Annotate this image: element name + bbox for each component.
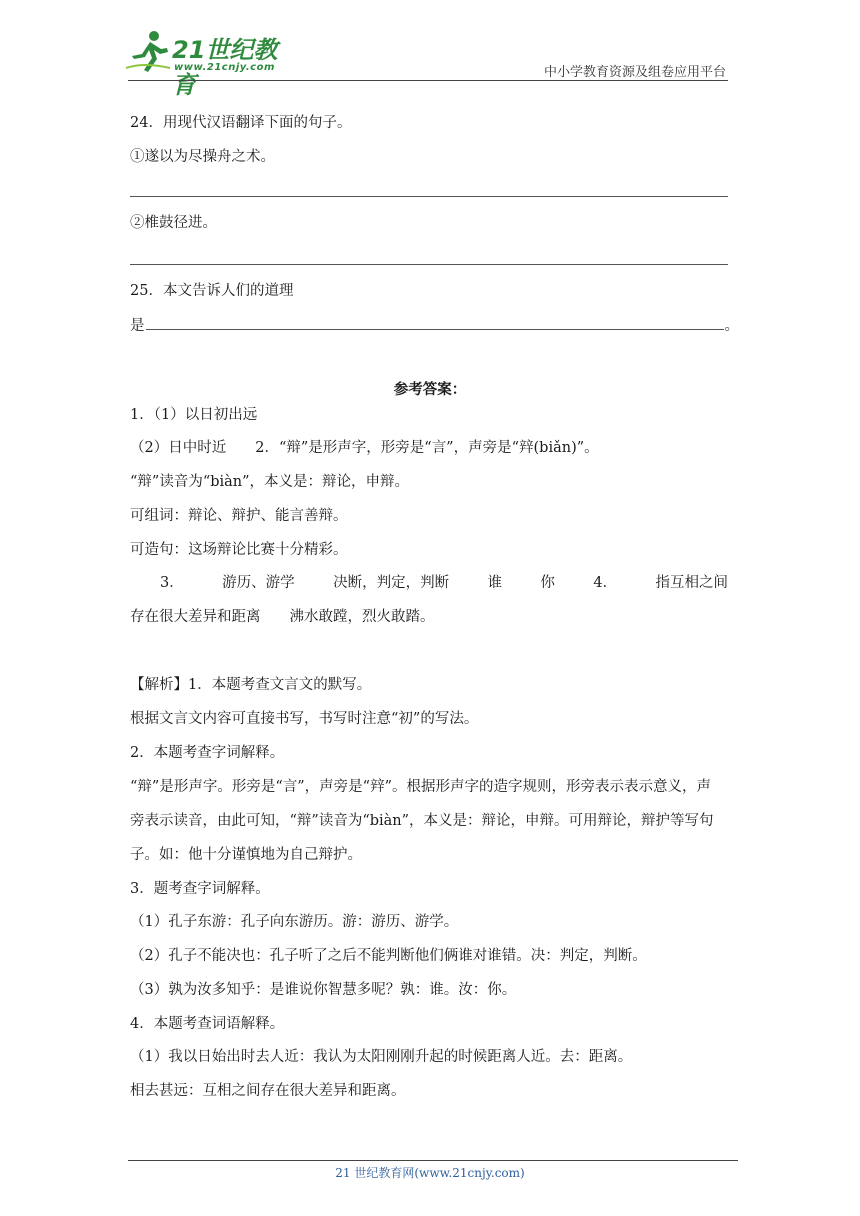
analysis-line: 3．题考查字词解释。 bbox=[130, 881, 270, 897]
q25-suffix: 。 bbox=[724, 318, 739, 334]
footer-text: 21 世纪教育网(www.21cnjy.com) bbox=[335, 1166, 525, 1180]
answer-fragment: 4． bbox=[593, 575, 618, 591]
q25-title: 25．本文告诉人们的道理 bbox=[130, 283, 294, 299]
answer-line: “辩”读音为“biàn”，本义是：辩论，申辩。 bbox=[130, 474, 410, 490]
q24-item-2: ②椎鼓径进。 bbox=[130, 215, 217, 231]
q24-answer-line-2 bbox=[130, 264, 728, 265]
analysis-line: 【解析】1．本题考查文言文的默写。 bbox=[130, 677, 372, 693]
answer-fragment: 指互相之间 bbox=[655, 575, 728, 591]
platform-title: 中小学教育资源及组卷应用平台 bbox=[543, 65, 726, 80]
analysis-line: 相去甚远：互相之间存在很大差异和距离。 bbox=[130, 1083, 406, 1099]
answer-line-spread bbox=[130, 572, 728, 594]
answer-fragment: 游历、游学 bbox=[222, 575, 295, 591]
answer-heading: 参考答案： bbox=[393, 382, 467, 398]
site-logo bbox=[124, 28, 294, 99]
header-divider bbox=[128, 80, 728, 81]
logo-text: 21世纪教育 bbox=[172, 36, 278, 99]
analysis-line: “辩”是形声字。形旁是“言”，声旁是“辡”。根据形声字的造字规则，形旁表示表示意义，声 bbox=[130, 779, 711, 795]
q24-title: 24．用现代汉语翻译下面的句子。 bbox=[130, 115, 352, 131]
analysis-line: （1）我以日始出时去人近：我认为太阳刚刚升起的时候距离人近。去：距离。 bbox=[130, 1049, 633, 1065]
logo-url: www.21cnjy.com bbox=[174, 62, 275, 73]
answer-fragment: 3． bbox=[160, 575, 184, 591]
answer-fragment: 你 bbox=[540, 575, 555, 591]
q24-item-1: ①遂以为尽操舟之术。 bbox=[130, 149, 275, 165]
page-header bbox=[0, 0, 860, 99]
answer-line: 存在很大差异和距离 沸水敢蹚，烈火敢踏。 bbox=[130, 609, 435, 625]
footer-divider bbox=[128, 1160, 738, 1161]
q25-answer-blank bbox=[146, 313, 724, 330]
analysis-line: （3）孰为汝多知乎：是谁说你智慧多呢？孰：谁。汝：你。 bbox=[130, 982, 517, 998]
answer-line: 1．（1）以日初出远 bbox=[130, 407, 258, 423]
answer-line: （2）日中时近 2．“辩”是形声字，形旁是“言”，声旁是“辡(biǎn)”。 bbox=[130, 440, 599, 456]
analysis-line: 根据文言文内容可直接书写，书写时注意“初”的写法。 bbox=[130, 711, 479, 727]
analysis-line: 子。如：他十分谨慎地为自己辩护。 bbox=[130, 847, 362, 863]
q25-answer-row bbox=[130, 313, 739, 337]
q25-prefix: 是 bbox=[130, 318, 145, 334]
analysis-line: 2．本题考查字词解释。 bbox=[130, 745, 285, 761]
answer-line: 可组词：辩论、辩护、能言善辩。 bbox=[130, 508, 348, 524]
answer-fragment: 谁 bbox=[487, 575, 502, 591]
runner-icon bbox=[124, 28, 174, 74]
analysis-line: （2）孔子不能决也：孔子听了之后不能判断他们俩谁对谁错。决：判定，判断。 bbox=[130, 948, 647, 964]
analysis-line: （1）孔子东游：孔子向东游历。游：游历、游学。 bbox=[130, 914, 459, 930]
analysis-line: 旁表示读音，由此可知，“辩”读音为“biàn”，本义是：辩论，申辩。可用辩论，辩护等写句 bbox=[130, 813, 714, 829]
answer-fragment: 决断，判定，判断 bbox=[333, 575, 450, 591]
analysis-line: 4．本题考查词语解释。 bbox=[130, 1016, 285, 1032]
q24-answer-line-1 bbox=[130, 196, 728, 197]
answer-line: 可造句：这场辩论比赛十分精彩。 bbox=[130, 542, 348, 558]
